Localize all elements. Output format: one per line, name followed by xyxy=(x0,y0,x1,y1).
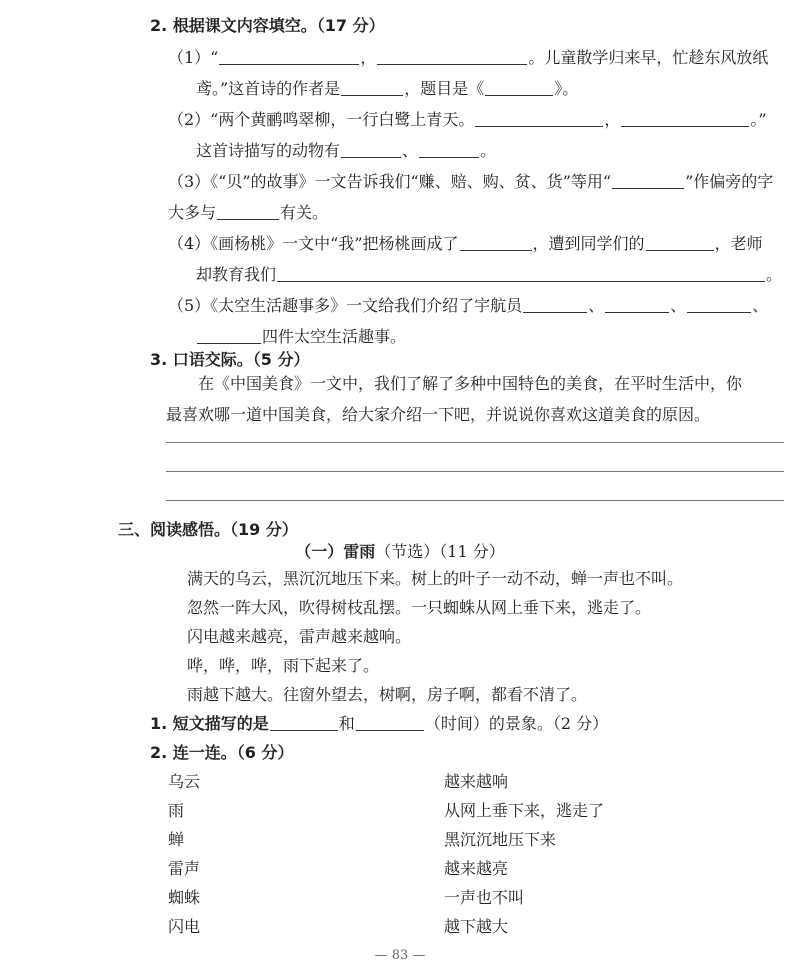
q2-item4-line1: （4）《画杨桃》一文中“我”把杨桃画成了 ，遭到同学们的 ，老师 xyxy=(168,234,763,253)
q2-item3-line2: 大多与 有关。 xyxy=(168,203,329,222)
match-right-item[interactable]: 一声也不叫 xyxy=(444,888,525,907)
match-left-item[interactable]: 乌云 xyxy=(168,772,201,791)
page-number: — 83 — xyxy=(374,948,426,963)
passage-heading xyxy=(0,540,800,564)
match-right-item[interactable]: 越下越大 xyxy=(444,917,509,936)
passage-title: （一）雷雨 xyxy=(295,542,376,561)
blank[interactable] xyxy=(475,111,603,127)
passage-line-1: 满天的乌云，黑沉沉地压下来。树上的叶子一动不动，蝉一声也不叫。 xyxy=(187,569,684,588)
q3-paragraph-line2: 最喜欢哪一道中国美食，给大家介绍一下吧，并说说你喜欢这道美食的原因。 xyxy=(166,405,711,424)
blank[interactable] xyxy=(612,173,684,189)
blank[interactable] xyxy=(217,204,279,220)
sub-question-1: 1. 短文描写的是 和 （时间）的景象。（2 分） xyxy=(150,714,609,733)
passage-note: （节选）（11 分） xyxy=(375,542,505,561)
blank[interactable] xyxy=(341,80,403,96)
match-right-item[interactable]: 从网上垂下来，逃走了 xyxy=(444,801,605,820)
q2-item2-line2: 这首诗描写的动物有 、 。 xyxy=(196,141,497,160)
blank[interactable] xyxy=(485,80,553,96)
q2-item5-line2: 四件太空生活趣事。 xyxy=(196,325,406,349)
blank[interactable] xyxy=(419,142,479,158)
q3-title: 3. 口语交际。（5 分） xyxy=(150,350,310,369)
blank[interactable] xyxy=(219,49,359,65)
blank[interactable] xyxy=(356,715,424,731)
q2-item2-line1: （2）“两个黄鹂鸣翠柳，一行白鹭上青天。 ， 。” xyxy=(168,110,767,129)
match-right-item[interactable]: 越来越响 xyxy=(444,772,509,791)
blank[interactable] xyxy=(377,49,527,65)
match-right-item[interactable]: 黑沉沉地压下来 xyxy=(444,830,557,849)
sub-question-2-title: 2. 连一连。（6 分） xyxy=(150,743,294,762)
q2-item4-line2: 却教育我们 。 xyxy=(196,265,783,284)
blank[interactable] xyxy=(341,142,401,158)
answer-line-1[interactable] xyxy=(166,442,784,443)
passage-line-3: 闪电越来越亮，雷声越来越响。 xyxy=(187,627,412,646)
q2-item3-line1: （3）《“贝”的故事》一文告诉我们“赚、赔、购、贫、货”等用“ ”作偏旁的字 xyxy=(168,172,774,191)
blank[interactable] xyxy=(605,297,669,313)
blank[interactable] xyxy=(523,297,587,313)
passage-line-4: 哗，哗，哗，雨下起来了。 xyxy=(187,656,380,675)
section3-title: 三、阅读感悟。（19 分） xyxy=(118,520,298,539)
blank[interactable] xyxy=(460,235,532,251)
match-left-item[interactable]: 蜘蛛 xyxy=(168,888,201,907)
match-left-item[interactable]: 闪电 xyxy=(168,917,201,936)
blank[interactable] xyxy=(621,111,749,127)
q2-item1-line1: （1）“ ， 。儿童散学归来早，忙趁东风放纸 xyxy=(168,48,769,67)
q3-paragraph-line1: 在《中国美食》一文中，我们了解了多种中国特色的美食，在平时生活中，你 xyxy=(198,374,743,393)
match-left-item[interactable]: 雷声 xyxy=(168,859,201,878)
q2-title: 2. 根据课文内容填空。（17 分） xyxy=(150,16,385,35)
blank[interactable] xyxy=(270,715,338,731)
passage-line-5: 雨越下越大。往窗外望去，树啊，房子啊，都看不清了。 xyxy=(187,685,588,704)
blank[interactable] xyxy=(646,235,714,251)
answer-line-2[interactable] xyxy=(166,471,784,472)
blank[interactable] xyxy=(687,297,751,313)
match-left-item[interactable]: 雨 xyxy=(168,801,185,820)
q2-item5-line1: （5）《太空生活趣事多》一文给我们介绍了宇航员 、 、 、 xyxy=(168,296,769,315)
blank[interactable] xyxy=(277,266,765,282)
q2-item1-line2: 鸢。”这首诗的作者是 ，题目是《 》。 xyxy=(196,79,579,98)
match-left-item[interactable]: 蝉 xyxy=(168,830,185,849)
blank[interactable] xyxy=(197,328,261,344)
answer-line-3[interactable] xyxy=(166,500,784,501)
match-right-item[interactable]: 越来越亮 xyxy=(444,859,509,878)
passage-line-2: 忽然一阵大风，吹得树枝乱摆。一只蜘蛛从网上垂下来，逃走了。 xyxy=(187,598,652,617)
